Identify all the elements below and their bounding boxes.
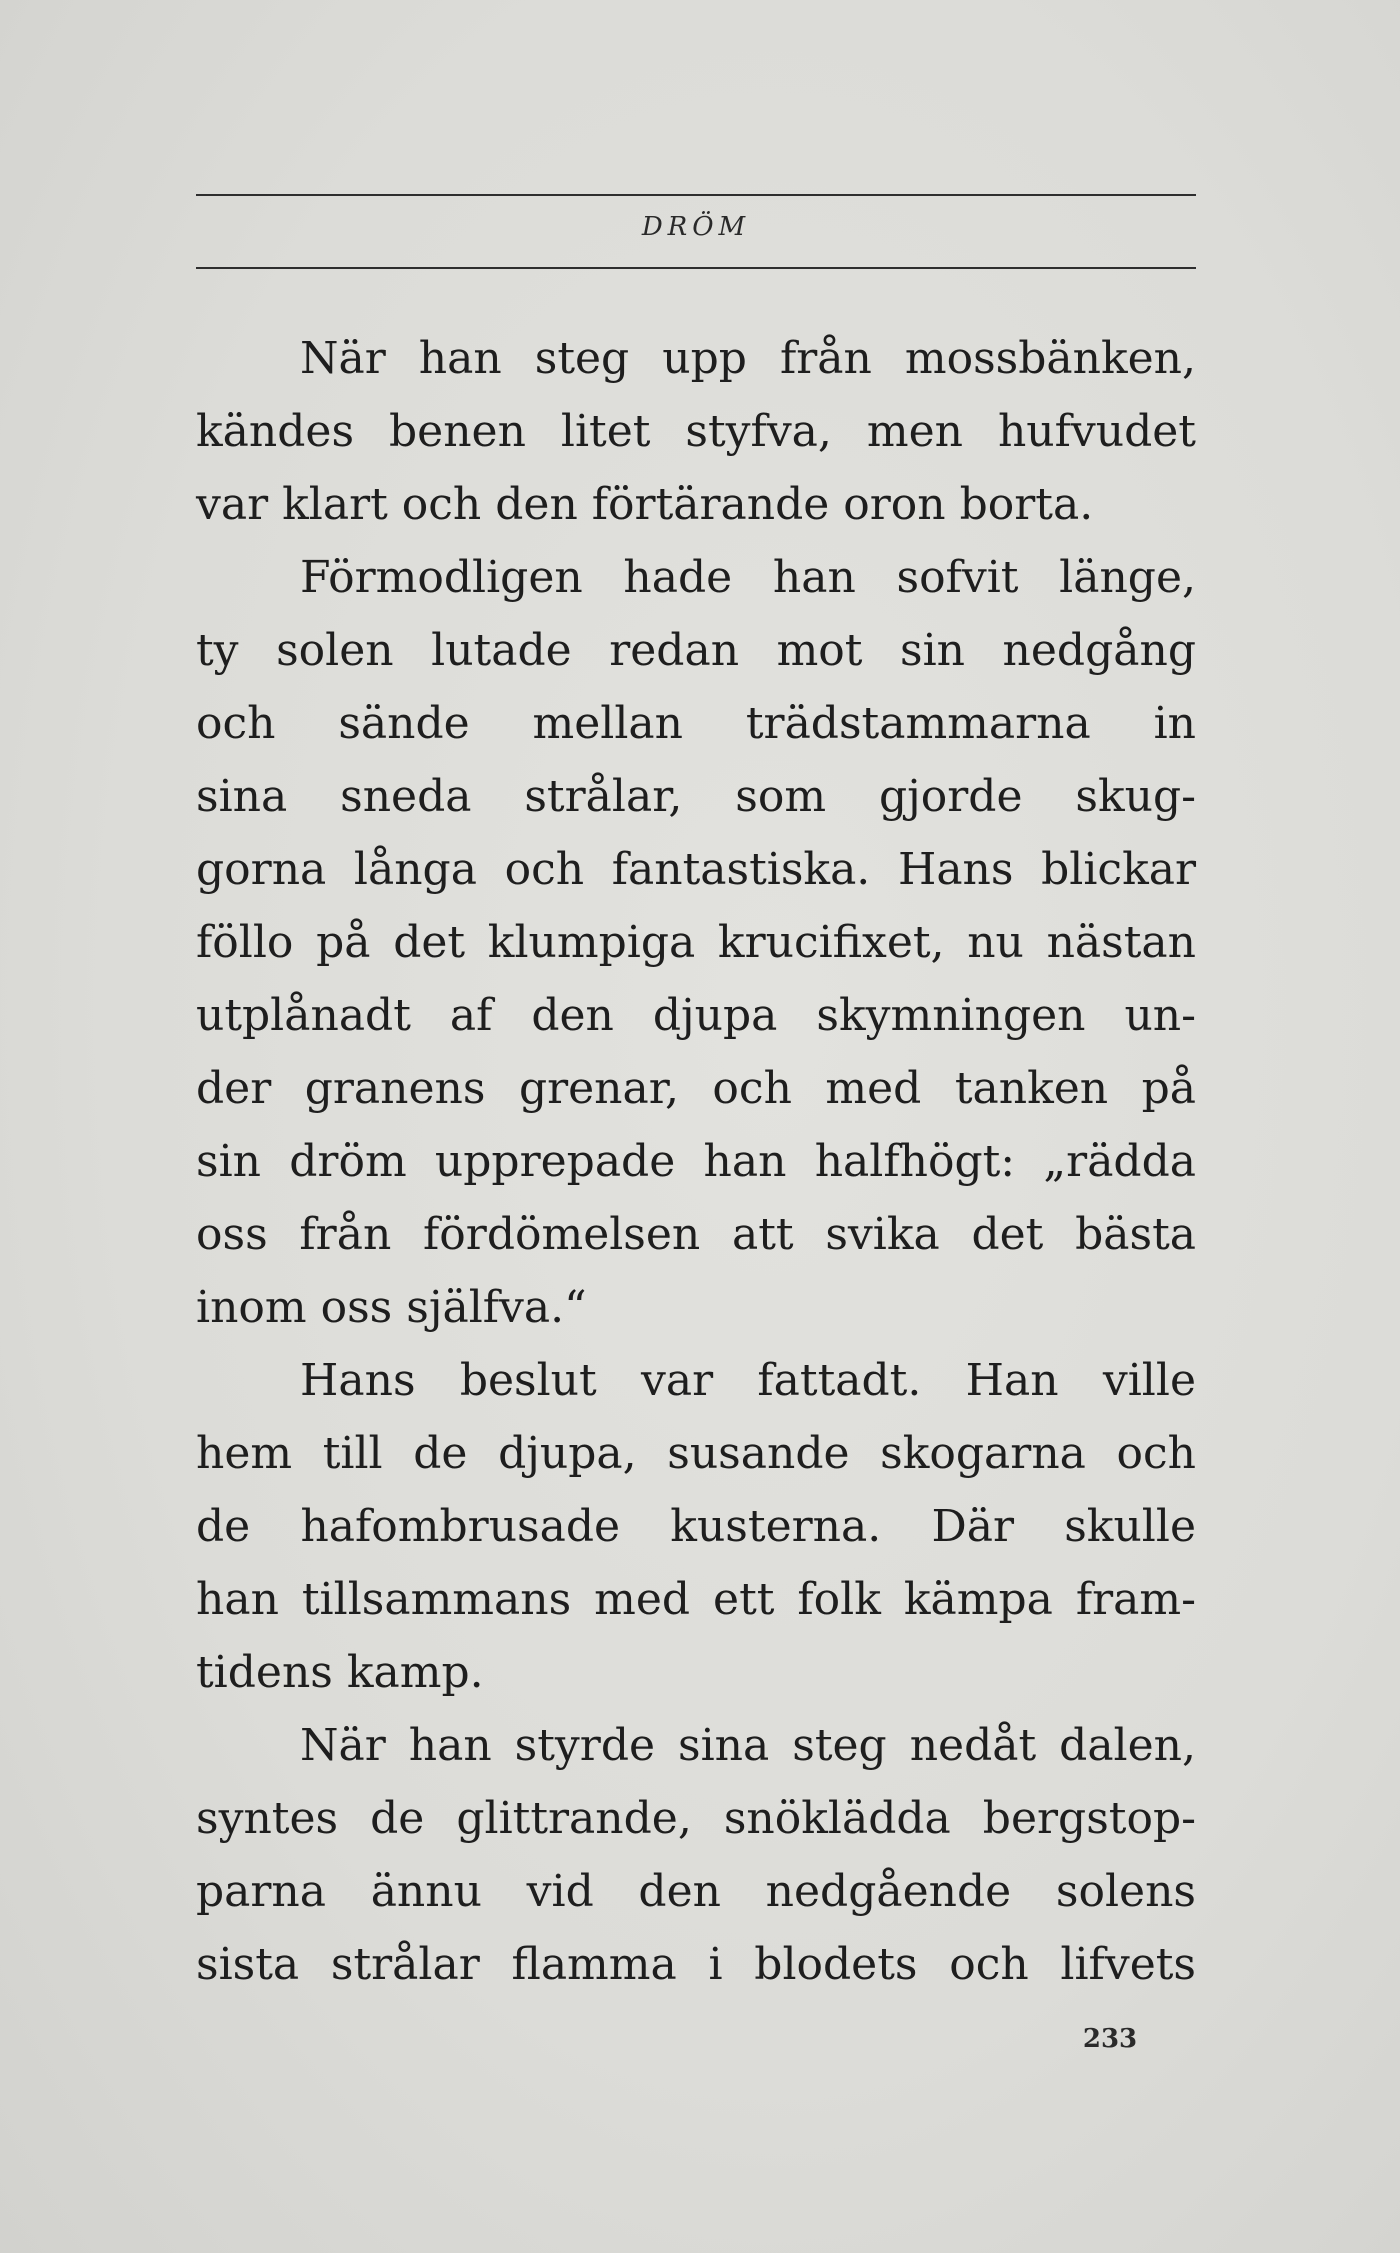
running-title: DRÖM [641, 212, 751, 242]
text-line: sista strålar flamma i blodets och lifvets [196, 1939, 1196, 1990]
text-line: sin dröm upprepade han halfhögt: „rädda [196, 1136, 1196, 1187]
text-line: ty solen lutade redan mot sin nedgång [196, 625, 1196, 676]
text-line: När han steg upp från mossbänken, [300, 333, 1196, 384]
header-rule-bottom [196, 267, 1196, 269]
text-line: kändes benen litet styfva, men hufvudet [196, 406, 1196, 457]
text-line: tidens kamp. [196, 1647, 484, 1698]
text-line: och sände mellan trädstammarna in [196, 698, 1196, 749]
header-rule-top [196, 194, 1196, 196]
text-line: gorna långa och fantastiska. Hans blickar [196, 844, 1196, 895]
text-line: hem till de djupa, susande skogarna och [196, 1428, 1196, 1479]
text-line: de hafombrusade kusterna. Där skulle [196, 1501, 1196, 1552]
text-line: sina sneda strålar, som gjorde skug- [196, 771, 1196, 822]
text-line: var klart och den förtärande oron borta. [196, 479, 1094, 530]
text-line: När han styrde sina steg nedåt dalen, [300, 1720, 1196, 1771]
text-line: der granens grenar, och med tanken på [196, 1063, 1196, 1114]
text-line: utplånadt af den djupa skymningen un- [196, 990, 1196, 1041]
text-line: oss från fördömelsen att svika det bästa [196, 1209, 1196, 1260]
text-line: parna ännu vid den nedgående solens [196, 1866, 1196, 1917]
text-line: föllo på det klumpiga krucifixet, nu nästan [196, 917, 1196, 968]
text-line: Förmodligen hade han sofvit länge, [300, 552, 1196, 603]
text-line: inom oss själfva.“ [196, 1282, 587, 1333]
text-line: han tillsammans med ett folk kämpa fram- [196, 1574, 1196, 1625]
body-text [196, 322, 1196, 2001]
text-line: Hans beslut var fattadt. Han ville [300, 1355, 1196, 1406]
page-number: 233 [1082, 2024, 1138, 2054]
text-line: syntes de glittrande, snöklädda bergstop- [196, 1793, 1196, 1844]
